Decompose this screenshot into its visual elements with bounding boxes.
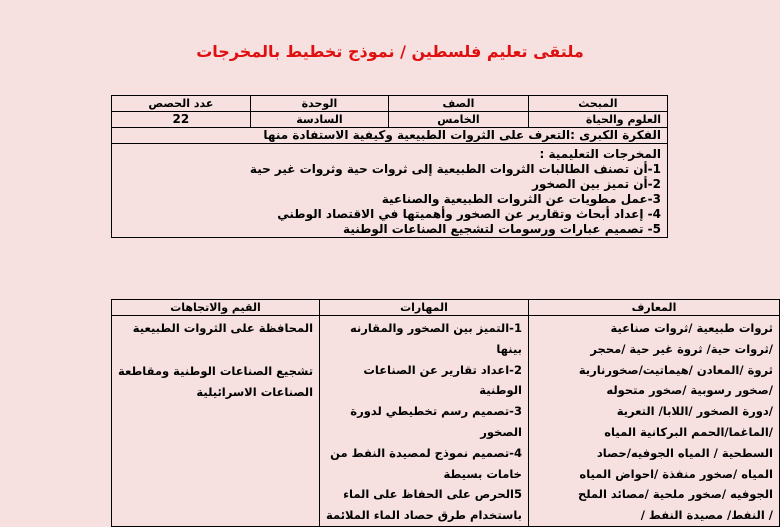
learning-outcomes — [112, 144, 668, 238]
values-cell — [112, 316, 320, 527]
outcome-item: 5- تصميم عبارات ورسومات لتشجيع الصناعات الوطنية — [343, 222, 661, 236]
skills-line: 3-تصميم رسم تخطيطي لدورة — [350, 404, 522, 419]
outcomes-row — [112, 144, 668, 238]
knowledge-line: /دورة الصخور /اللابا/ التعرية — [616, 404, 773, 419]
skills-line: 2-اعداد تقارير عن الصناعات — [363, 362, 522, 377]
skills-line: خامات بسيطة — [443, 466, 522, 481]
knowledge-line: / النفط/ مصيدة النفط / — [640, 508, 773, 523]
skills-cell — [320, 316, 529, 527]
plan-header-row — [112, 300, 780, 316]
unit-value: السادسة — [250, 112, 388, 128]
knowledge-cell — [528, 316, 779, 527]
skills-line: 5الحرص على الحفاظ على الماء — [343, 487, 522, 502]
knowledge-line: /ثروات حية/ ثروة غير حية /محجر — [590, 341, 773, 356]
skills-line: 1-التميز بين الصخور والمقارنه — [349, 321, 522, 335]
skills-line: 4-تصميم نموذج لمصيدة النفط من — [330, 445, 522, 460]
knowledge-line: /صخور رسوبية /صخور متحوله — [606, 383, 773, 398]
skills-line: باستخدام طرق حصاد الماء الملائمة — [326, 508, 522, 523]
skills-line: بينها — [496, 341, 522, 356]
periods-value: 22 — [112, 112, 251, 128]
big-idea-row — [112, 128, 668, 144]
subject-header: المبحث — [528, 96, 667, 112]
values-line: تشجيع الصناعات الوطنية ومقاطعة — [118, 363, 314, 378]
skills-header: المهارات — [320, 300, 529, 316]
values-line: الصناعات الاسرائيلية — [196, 384, 314, 399]
grade-header: الصف — [389, 96, 529, 112]
plan-body-row — [112, 316, 780, 527]
page-title: ملتقى تعليم فلسطين / نموذج تخطيط بالمخرجات — [196, 42, 584, 61]
knowledge-line: الجوفيه /صخور ملحية /مصائد الملح — [577, 487, 773, 502]
knowledge-header: المعارف — [528, 300, 779, 316]
info-header-row — [112, 96, 668, 112]
values-spacer — [118, 339, 313, 361]
skills-line: الصخور — [480, 424, 522, 439]
values-line: المحافظة على الثروات الطبيعية — [132, 321, 314, 335]
outcome-item: 3-عمل مطويات عن الثروات الطبيعية والصناعية — [381, 192, 661, 206]
outcome-item: 2-أن تميز بين الصخور — [532, 177, 661, 191]
skills-line: الوطنية — [479, 383, 522, 398]
values-header: القيم والاتجاهات — [112, 300, 320, 316]
outcome-item: 4- إعداد أبحاث وتقارير عن الصخور وأهميتها في الاقتصاد الوطني — [277, 207, 661, 221]
knowledge-line: المياه /صخور منفذة /احواض المياه — [579, 466, 773, 481]
knowledge-line: ثروة /المعادن /هيماتيت/صخورنارية — [578, 362, 773, 377]
knowledge-line: السطحية / المياه الجوفيه/حصاد — [596, 445, 773, 460]
lesson-info-table — [111, 95, 668, 238]
unit-header: الوحدة — [250, 96, 388, 112]
big-idea: الفكرة الكبرى :التعرف على الثروات الطبيعية وكيفية الاستفادة منها — [112, 128, 668, 144]
planning-table — [111, 299, 780, 527]
info-values-row — [112, 112, 668, 128]
knowledge-line: ثروات طبيعية /ثروات صناعية — [610, 321, 773, 335]
periods-header: عدد الحصص — [112, 96, 251, 112]
outcomes-heading: المخرجات التعليمية : — [539, 147, 661, 161]
outcome-item: 1-أن تصنف الطالبات الثروات الطبيعية إلى ثروات حية وثروات غير حية — [249, 162, 661, 176]
knowledge-line: /الماغما/الحمم البركانية المياه — [604, 424, 773, 439]
subject-value: العلوم والحياة — [528, 112, 667, 128]
grade-value: الخامس — [389, 112, 529, 128]
